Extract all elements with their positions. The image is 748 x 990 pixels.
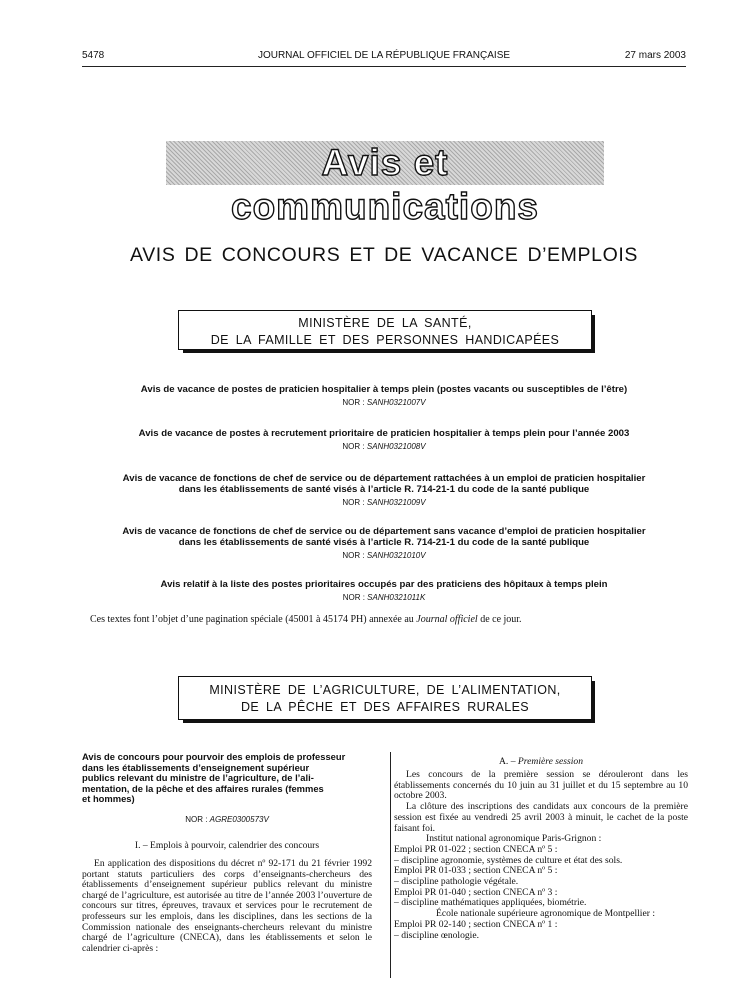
- ministry-sante-box: [178, 310, 592, 350]
- journal-title: JOURNAL OFFICIEL DE LA RÉPUBLIQUE FRANÇAISE: [257, 50, 511, 61]
- avis-title: Avis de vacance de fonctions de chef de service ou de département sans vacance d’emploi de praticien hospitalier dans les établissements de santé visés à l’article R. 714-21-1 du code de la santé publique: [122, 526, 646, 548]
- main-title: AVIS DE CONCOURS ET DE VACANCE D’EMPLOIS: [130, 244, 638, 266]
- ministry-sante-line2: DE LA FAMILLE ET DES PERSONNES HANDICAPÉES: [210, 333, 560, 347]
- ministry-sante-line1: MINISTÈRE DE LA SANTÉ,: [298, 316, 472, 330]
- avis-entry-3: [100, 473, 668, 509]
- body-paragraph: En application des dispositions du décret nº 92-171 du 21 février 1992 portant statuts particuliers des corps d’enseignants-chercheurs des établissements d’enseignement supérieur publics relevant du ministre chargé de l’agriculture, est autorisée au titre de l’année 2003 l’ouverture de concours sur titres, épreuves, travaux et services pour le recrutement de professeurs sur les emplois, dans les disciplines, dans les sections de la Commission nationale des enseignants-chercheurs relevant du ministre chargé de l’agriculture (CNECA), dans les établissements et selon le calendrier ci-après :: [82, 857, 372, 954]
- ministry-agriculture-box: [178, 676, 592, 720]
- nor-reference: NOR : AGRE0300573V: [185, 814, 269, 824]
- list-item: – discipline agronomie, systèmes de culture et état des sols.: [394, 854, 623, 866]
- concours-title: Avis de concours pour pourvoir des emplois de professeur dans les établissements d’enseignement supérieur publics relevant du ministre de l’agriculture, de l’ali- mentation, de la pêche et des affaires rurales (femmes et hommes): [82, 751, 346, 805]
- list-item: Emploi PR 01-040 ; section CNECA nº 3 :: [394, 886, 558, 898]
- pagination-note: Ces textes font l’objet d’une pagination spéciale (45001 à 45174 PH) annexée au Journal officiel de ce jour.: [90, 614, 522, 625]
- avis-entry-2: [100, 428, 668, 453]
- nor-reference: NOR : SANH0321008V: [342, 442, 426, 451]
- avis-entry-5: [100, 579, 668, 604]
- list-item: – discipline mathématiques appliquées, biométrie.: [394, 897, 587, 909]
- session-heading: A. – Première session: [498, 756, 584, 767]
- list-item: – discipline pathologie végétale.: [394, 876, 519, 888]
- banner-title: Avis et communications: [231, 142, 539, 227]
- header-rule: [82, 66, 686, 67]
- nor-reference: NOR : SANH0321009V: [342, 498, 426, 507]
- ministry-agriculture-line1: MINISTÈRE DE L’AGRICULTURE, DE L’ALIMENTATION,: [209, 683, 561, 697]
- issue-date: 27 mars 2003: [624, 50, 686, 61]
- list-item: Emploi PR 01-033 ; section CNECA nº 5 :: [394, 865, 558, 877]
- institution-heading: École nationale supérieure agronomique de Montpellier :: [436, 908, 655, 920]
- ministry-agriculture-line2: DE LA PÊCHE ET DES AFFAIRES RURALES: [240, 700, 530, 714]
- section-banner: [166, 141, 604, 227]
- body-paragraph: Les concours de la première session se dérouleront dans les établissements concernés du 10 juin au 31 juillet et du 15 septembre au 10 octobre 2003.: [394, 769, 688, 802]
- list-item: – discipline œnologie.: [394, 929, 479, 941]
- institution-heading: Institut national agronomique Paris-Grignon :: [426, 833, 602, 845]
- left-column: [82, 752, 372, 954]
- avis-title: Avis de vacance de postes à recrutement prioritaire de praticien hospitalier à temps plein pour l’année 2003: [138, 428, 630, 439]
- page-number: 5478: [82, 50, 105, 61]
- right-column: [394, 752, 688, 941]
- avis-title: Avis relatif à la liste des postes prioritaires occupés par des praticiens des hôpitaux à temps plein: [160, 579, 608, 590]
- nor-reference: NOR : SANH0321011K: [342, 593, 426, 602]
- avis-title: Avis de vacance de fonctions de chef de service ou de département rattachées à un emploi de praticien hospitalier dans les établissements de santé visés à l’article R. 714-21-1 du code de la santé publique: [122, 473, 646, 495]
- avis-entry-4: [100, 526, 668, 562]
- column-divider: [390, 752, 391, 978]
- section-heading: I. – Emplois à pourvoir, calendrier des concours: [134, 839, 320, 851]
- avis-entry-1: [100, 384, 668, 409]
- nor-reference: NOR : SANH0321007V: [342, 398, 426, 407]
- list-item: Emploi PR 01-022 ; section CNECA nº 5 :: [394, 843, 558, 855]
- nor-reference: NOR : SANH0321010V: [342, 551, 426, 560]
- avis-title: Avis de vacance de postes de praticien hospitalier à temps plein (postes vacants ou susceptibles de l’être): [140, 384, 628, 395]
- list-item: Emploi PR 02-140 ; section CNECA nº 1 :: [394, 918, 558, 930]
- body-paragraph: La clôture des inscriptions des candidats aux concours de la première session est fixée au vendredi 25 avril 2003 à minuit, le cachet de la poste faisant foi.: [394, 801, 688, 834]
- running-head: [82, 50, 686, 64]
